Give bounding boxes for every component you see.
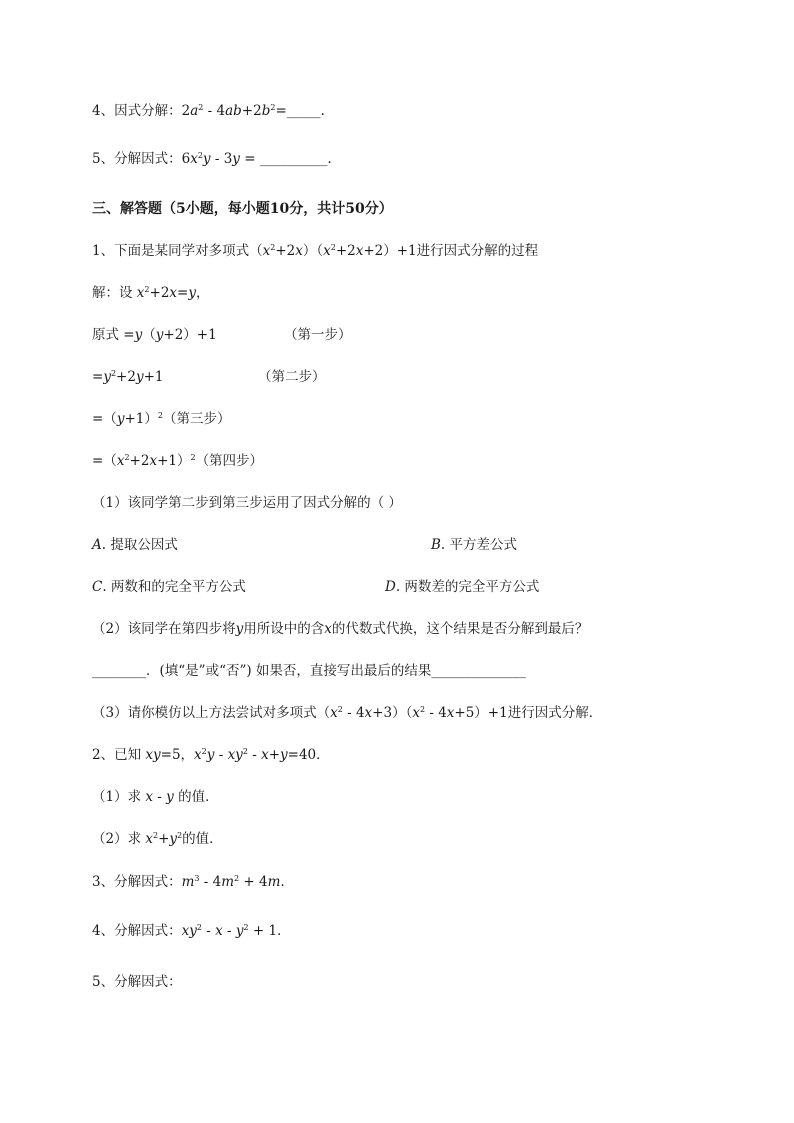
step-2-label: （第二步） [258, 369, 326, 385]
step-3: $=(y+1)^2$（第三步） [92, 411, 231, 427]
option-a: A. 提取公因式 [92, 537, 178, 553]
problem-4: 4、分解因式：$xy^2 - x - y^2 + 1$． [92, 923, 291, 939]
subquestion-1-1: （1）该同学第二步到第三步运用了因式分解的（ ） [92, 495, 402, 511]
subquestion-1-2-answer-line: ________．(填“是”或“否”) 如果否，直接写出最后的结果______________ [92, 663, 526, 679]
option-b: B. 平方差公式 [431, 537, 518, 553]
problem-2-statement: 2、已知 xy=5，$x^2y - xy^2 - x+y=40$． [92, 747, 330, 763]
question-5-factorize: 5、分解因式：$6x^2y - 3y$ = __________. [92, 151, 332, 167]
step-1: 原式 =y（y+2）+1 [92, 327, 217, 343]
subquestion-1-2: （2）该同学在第四步将y用所设中的含x的代数式代换，这个结果是否分解到最后？ [92, 621, 589, 637]
problem-2-part-2: （2）求 $x^2+y^2$的值． [92, 831, 223, 847]
step-2: $=y^2+2y+1$ [92, 369, 164, 385]
step-1-label: （第一步） [284, 327, 352, 343]
option-c: C. 两数和的完全平方公式 [92, 579, 246, 595]
subquestion-1-3: （3）请你模仿以上方法尝试对多项式$(x^2 - 4x+3)(x^2 - 4x+5)+1$进行因式分解． [92, 705, 603, 721]
problem-3: 3、分解因式：$m^3 - 4m^2 + 4m$． [92, 874, 294, 890]
problem-2-part-1: （1）求 x - y 的值． [92, 789, 219, 805]
option-d: D. 两数差的完全平方公式 [385, 579, 540, 595]
section-heading: 三、解答题（5小题，每小题10分，共计50分） [92, 201, 393, 217]
question-4-factorize: 4、因式分解：$2a^2$ - $4ab+2b^2=\_\_\_\_\_$. [92, 103, 325, 119]
problem-5: 5、分解因式： [92, 974, 182, 990]
step-4: $=(x^2+2x+1)^2$（第四步） [92, 453, 264, 469]
solution-setup: 解：设 $x^2+2x=y$， [92, 285, 210, 301]
problem-1-statement: 1、下面是某同学对多项式$(x^2+2x)(x^2+2x+2)+1$进行因式分解的过程 [92, 243, 539, 259]
